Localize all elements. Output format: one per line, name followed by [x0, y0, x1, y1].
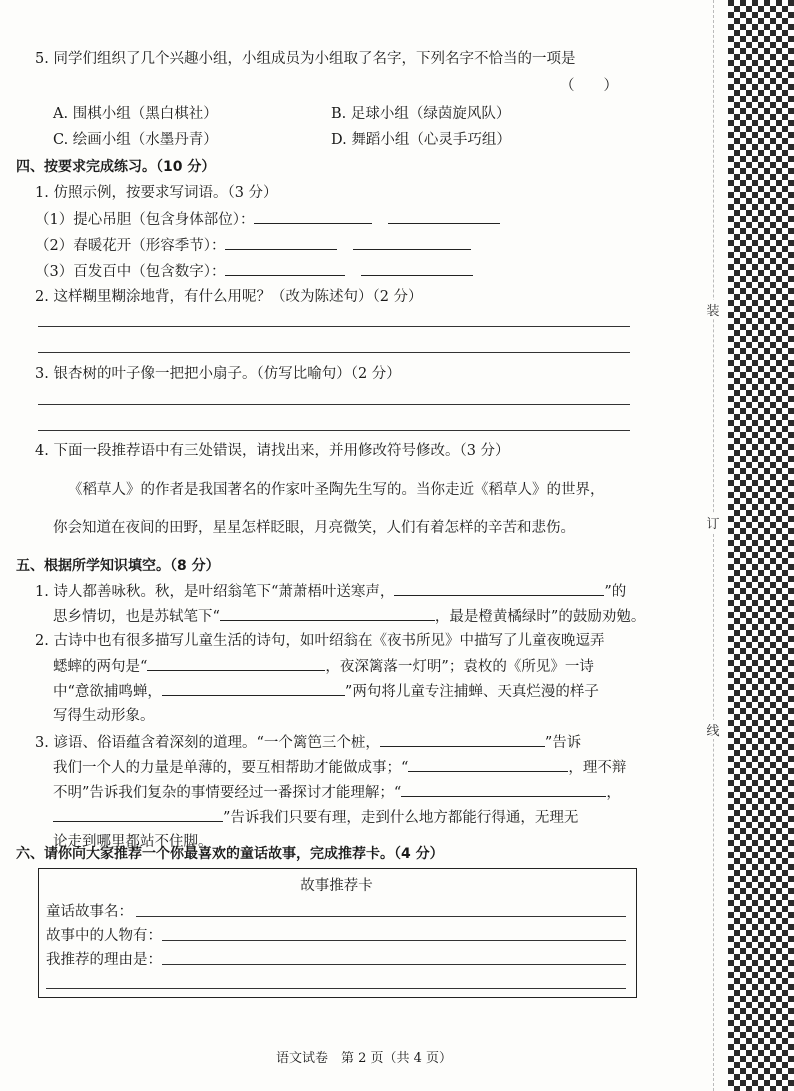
page-footer: 语文试卷 第 2 页（共 4 页） — [275, 1051, 453, 1066]
s5-q1-text3: 思乡情切，也是苏轼笔下“ — [53, 609, 220, 625]
s4-q1-item3-blank1[interactable] — [225, 261, 345, 276]
section4-title: 四、按要求完成练习。（10 分） — [16, 159, 216, 175]
s5-q2-line1: 2. 古诗中也有很多描写儿童生活的诗句，如叶绍翁在《夜书所见》中描写了儿童夜晚逗弄 — [35, 633, 605, 649]
q5-stem: 5. 同学们组织了几个兴趣小组，小组成员为小组取了名字，下列名字不恰当的一项是 — [35, 51, 576, 67]
q5-option-c: C. 绘画小组（水墨丹青） — [53, 132, 218, 148]
s4-q1-item2-label: （2）春暖花开（形容季节）： — [35, 238, 226, 254]
s5-q3-text6: ， — [606, 785, 621, 801]
s4-q1-item2-blank1[interactable] — [225, 235, 337, 250]
s5-q1-line2 — [53, 606, 645, 627]
s5-q1-line1 — [35, 581, 626, 602]
q5-option-a: A. 围棋小组（黑白棋社） — [53, 106, 218, 122]
s5-q1-blank1[interactable] — [394, 581, 604, 596]
s5-q3-text1: 3. 谚语、俗语蕴含着深刻的道理。“一个篱笆三个桩， — [35, 735, 380, 751]
s5-q3-text5: 不明”告诉我们复杂的事情要经过一番探讨才能理解；“ — [53, 785, 402, 801]
card-title: 故事推荐卡 — [300, 878, 373, 894]
s4-q1-stem: 1. 仿照示例，按要求写词语。（3 分） — [35, 185, 278, 201]
s4-q1-item1-blank1[interactable] — [254, 209, 372, 224]
s5-q2-line3 — [53, 681, 599, 702]
s4-q3-stem: 3. 银杏树的叶子像一把把小扇子。（仿写比喻句）（2 分） — [35, 366, 401, 382]
s5-q3-text2: ”告诉 — [544, 735, 582, 751]
s5-q2-line2 — [53, 656, 594, 677]
s5-q2-text4: ”两句将儿童专注捕蝉、天真烂漫的样子 — [344, 684, 599, 700]
s5-q3-blank3[interactable] — [401, 782, 606, 797]
s4-q1-item3-blank2[interactable] — [361, 261, 473, 276]
s5-q2-text2: ，夜深篱落一灯明”；袁枚的《所见》一诗 — [325, 659, 594, 675]
binding-mark-zhuang: 装 — [703, 300, 723, 319]
q5-answer-paren: （ ） — [560, 78, 618, 94]
s5-q2-blank1[interactable] — [147, 656, 325, 671]
card-characters-input-line[interactable] — [162, 940, 626, 941]
s5-q3-text7: ”告诉我们只要有理，走到什么地方都能行得通，无理无 — [223, 810, 579, 826]
s5-q3-text3: 我们一个人的力量是单薄的，要互相帮助才能做成事；“ — [53, 760, 409, 776]
s5-q3-line2 — [53, 757, 626, 778]
s4-q3-answer-line1[interactable] — [38, 404, 630, 405]
binding-mark-xian: 线 — [703, 720, 723, 739]
s5-q3-text4: ，理不辩 — [568, 760, 627, 776]
s4-q1-item1 — [35, 209, 500, 230]
s4-q2-stem: 2. 这样糊里糊涂地背，有什么用呢？（改为陈述句）（2 分） — [35, 289, 423, 305]
s5-q2-text3: 中“意欲捕鸣蝉， — [53, 684, 162, 700]
s5-q1-text2: ”的 — [604, 584, 627, 600]
binding-mark-ding: 订 — [703, 513, 723, 532]
s5-q3-blank1[interactable] — [380, 732, 545, 747]
card-name-input-line[interactable] — [136, 916, 626, 917]
s4-q4-stem: 4. 下面一段推荐语中有三处错误，请找出来，并用修改符号修改。（3 分） — [35, 443, 510, 459]
s4-q4-passage-line2: 你会知道在夜间的田野，星星怎样眨眼，月亮微笑，人们有着怎样的辛苦和悲伤。 — [53, 520, 575, 536]
s5-q2-blank2[interactable] — [162, 681, 345, 696]
s4-q2-answer-line2[interactable] — [38, 352, 630, 353]
s5-q3-blank2[interactable] — [408, 757, 568, 772]
section5-title: 五、根据所学知识填空。（8 分） — [16, 558, 220, 574]
s5-q2-text1: 蟋蟀的两句是“ — [53, 659, 148, 675]
section6-title: 六、请你向大家推荐一个你最喜欢的童话故事，完成推荐卡。（4 分） — [16, 846, 444, 862]
card-characters-label: 故事中的人物有： — [46, 928, 162, 944]
s5-q1-text4: ，最是橙黄橘绿时”的鼓励劝勉。 — [434, 609, 646, 625]
s5-q1-blank2[interactable] — [220, 606, 435, 621]
q5-option-b: B. 足球小组（绿茵旋风队） — [331, 106, 511, 122]
s4-q1-item2 — [35, 235, 471, 256]
s4-q1-item1-label: （1）提心吊胆（包含身体部位）： — [35, 212, 255, 228]
card-reason-label: 我推荐的理由是： — [46, 952, 162, 968]
s5-q3-line4 — [53, 807, 578, 828]
s4-q1-item3 — [35, 261, 473, 282]
q5-option-d: D. 舞蹈小组（心灵手巧组） — [331, 132, 511, 148]
binding-cut-line — [713, 0, 714, 1091]
s5-q3-line3 — [53, 782, 621, 803]
s4-q4-passage-line1: 《稻草人》的作者是我国著名的作家叶圣陶先生写的。当你走近《稻草人》的世界， — [68, 482, 605, 498]
card-reason-input-line1[interactable] — [162, 964, 626, 965]
s5-q3-line5: 论走到哪里都站不住脚。 — [53, 834, 213, 850]
s4-q1-item2-blank2[interactable] — [353, 235, 471, 250]
card-reason-input-line2[interactable] — [46, 988, 626, 989]
s5-q3-line1 — [35, 732, 581, 753]
s4-q1-item3-label: （3）百发百中（包含数字）： — [35, 264, 226, 280]
s5-q2-line4: 写得生动形象。 — [53, 708, 155, 724]
card-name-label: 童话故事名： — [46, 904, 133, 920]
binding-margin-pattern — [728, 0, 794, 1091]
s5-q1-text1: 1. 诗人都善咏秋。秋，是叶绍翁笔下“萧萧梧叶送寒声， — [35, 584, 395, 600]
s4-q1-item1-blank2[interactable] — [388, 209, 500, 224]
s5-q3-blank4[interactable] — [53, 807, 223, 822]
s4-q3-answer-line2[interactable] — [38, 430, 630, 431]
s4-q2-answer-line1[interactable] — [38, 326, 630, 327]
